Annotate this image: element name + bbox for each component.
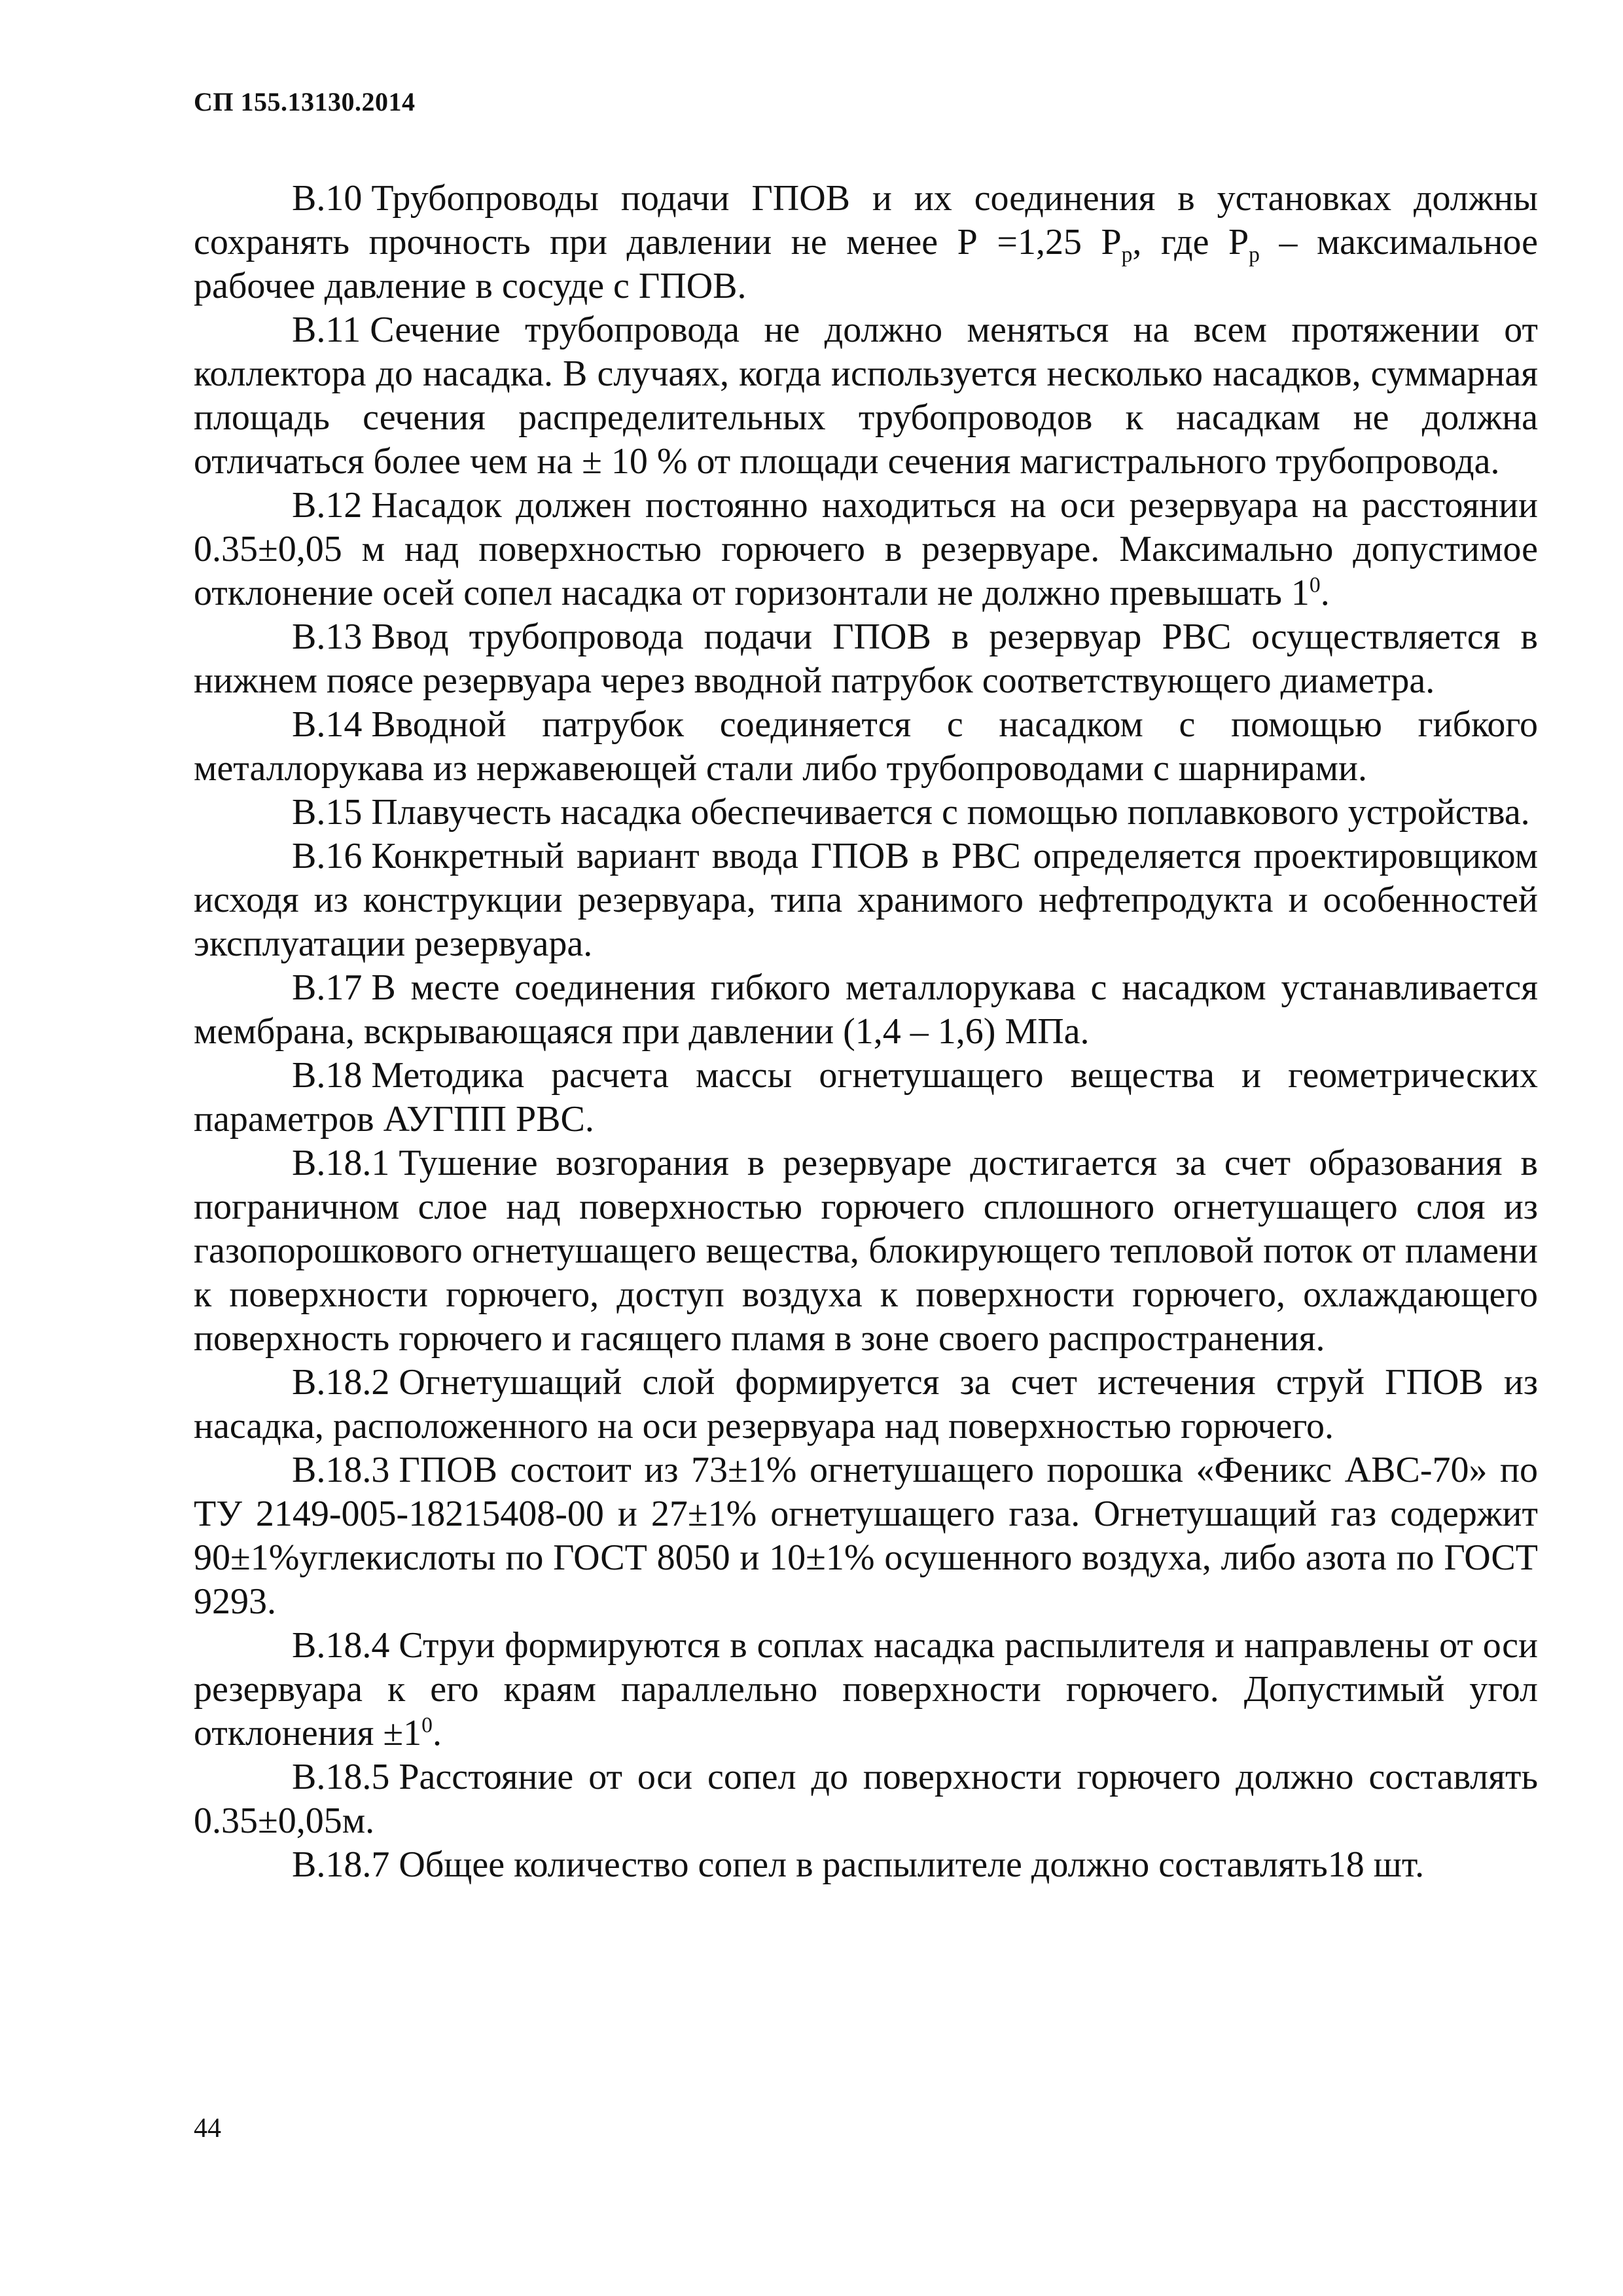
clause-paragraph xyxy=(194,615,1538,703)
clause-paragraph xyxy=(194,484,1538,615)
clause-number: В.17 xyxy=(292,967,363,1008)
page-number: 44 xyxy=(194,2113,221,2144)
superscript: 0 xyxy=(1309,573,1321,598)
clause-number: В.10 xyxy=(292,178,363,219)
clause-text: Общее количество сопел в распылителе должно составлять18 шт. xyxy=(399,1844,1425,1885)
clause-paragraph xyxy=(194,1624,1538,1755)
clause-number: В.13 xyxy=(292,617,363,657)
clause-number: В.18.5 xyxy=(292,1757,390,1797)
clause-text: Методика расчета массы огнетушащего вещества и геометрических параметров АУГПП РВС. xyxy=(194,1055,1538,1139)
clause-paragraph xyxy=(194,966,1538,1054)
clause-text: , где Р xyxy=(1132,222,1249,262)
clause-number: В.18.2 xyxy=(292,1362,390,1403)
clause-paragraph xyxy=(194,1141,1538,1361)
clause-number: В.15 xyxy=(292,792,363,833)
clause-text: – максимальное рабочее давление в сосуде с ГПОВ. xyxy=(194,222,1538,306)
clause-text: Тушение возгорания в резервуаре достигается за счет образования в пограничном слое над поверхностью горючего сплошного огнетушащего слоя из газопорошкового огнетушащего вещества, блокирующего тепловой поток от пламени к поверхности горючего, доступ воздуха к поверхности горючего, охлаждающего поверхность горючего и гасящего пламя в зоне своего распространения. xyxy=(194,1143,1538,1359)
clause-paragraph xyxy=(194,703,1538,791)
clause-text: Расстояние от оси сопел до поверхности горючего должно составлять 0.35±0,05м. xyxy=(194,1757,1538,1841)
clause-paragraph xyxy=(194,1361,1538,1448)
clause-paragraph xyxy=(194,791,1538,834)
clause-number: В.12 xyxy=(292,485,363,526)
clause-text: В месте соединения гибкого металлорукава с насадком устанавливается мембрана, вскрывающаяся при давлении (1,4 – 1,6) МПа. xyxy=(194,967,1538,1052)
clause-text: Плавучесть насадка обеспечивается с помощью поплавкового устройства. xyxy=(371,792,1530,833)
clause-number: В.18.1 xyxy=(292,1143,390,1183)
clause-paragraph xyxy=(194,834,1538,966)
clause-text: Струи формируются в соплах насадка распылителя и направлены от оси резервуара к его краям параллельно поверхности горючего. Допустимый угол отклонения ±1 xyxy=(194,1625,1538,1753)
subscript: р xyxy=(1121,243,1133,268)
clause-number: В.18.7 xyxy=(292,1844,390,1885)
clause-number: В.18.4 xyxy=(292,1625,390,1666)
clause-paragraph xyxy=(194,1054,1538,1141)
clause-paragraph xyxy=(194,177,1538,308)
clause-text: Насадок должен постоянно находиться на оси резервуара на расстоянии 0.35±0,05 м над поверхностью горючего в резервуаре. Максимально допустимое отклонение осей сопел насадка от горизонтали не должно превышать 1 xyxy=(194,485,1538,613)
clause-number: В.16 xyxy=(292,836,363,876)
clause-paragraph xyxy=(194,1448,1538,1624)
clause-paragraph xyxy=(194,1755,1538,1843)
clause-number: В.14 xyxy=(292,704,363,745)
clause-text: Конкретный вариант ввода ГПОВ в РВС определяется проектировщиком исходя из конструкции резервуара, типа хранимого нефтепродукта и особенностей эксплуатации резервуара. xyxy=(194,836,1538,964)
clause-number: В.18 xyxy=(292,1055,363,1096)
clause-text: Вводной патрубок соединяется с насадком с помощью гибкого металлорукава из нержавеющей стали либо трубопроводами с шарнирами. xyxy=(194,704,1538,789)
subscript: р xyxy=(1249,243,1260,268)
clause-text: . xyxy=(1320,573,1330,613)
clause-text: Сечение трубопровода не должно меняться на всем протяжении от коллектора до насадка. В случаях, когда используется несколько насадков, суммарная площадь сечения распределительных трубопроводов к насадкам не должна отличаться более чем на ± 10 % от площади сечения магистрального трубопровода. xyxy=(194,310,1538,482)
clause-text: ГПОВ состоит из 73±1% огнетушащего порошка «Феникс АВС-70» по ТУ 2149-005-18215408-00 и 27±1% огнетушащего газа. Огнетушащий газ содержит 90±1%углекислоты по ГОСТ 8050 и 10±1% осушенного воздуха, либо азота по ГОСТ 9293. xyxy=(194,1450,1538,1622)
clause-paragraph xyxy=(194,1843,1538,1887)
clause-number: В.11 xyxy=(292,310,361,350)
clause-paragraph xyxy=(194,308,1538,484)
clause-number: В.18.3 xyxy=(292,1450,390,1490)
superscript: 0 xyxy=(421,1713,433,1738)
document-body xyxy=(194,177,1538,1887)
clause-text: Трубопроводы подачи ГПОВ и их соединения в установках должны сохранять прочность при давлении не менее Р =1,25 Р xyxy=(194,178,1538,262)
clause-text: Ввод трубопровода подачи ГПОВ в резервуар РВС осуществляется в нижнем поясе резервуара через вводной патрубок соответствующего диаметра. xyxy=(194,617,1538,701)
clause-text: Огнетушащий слой формируется за счет истечения струй ГПОВ из насадка, расположенного на оси резервуара над поверхностью горючего. xyxy=(194,1362,1538,1446)
document-code: СП 155.13130.2014 xyxy=(194,87,416,117)
clause-text: . xyxy=(432,1713,442,1753)
